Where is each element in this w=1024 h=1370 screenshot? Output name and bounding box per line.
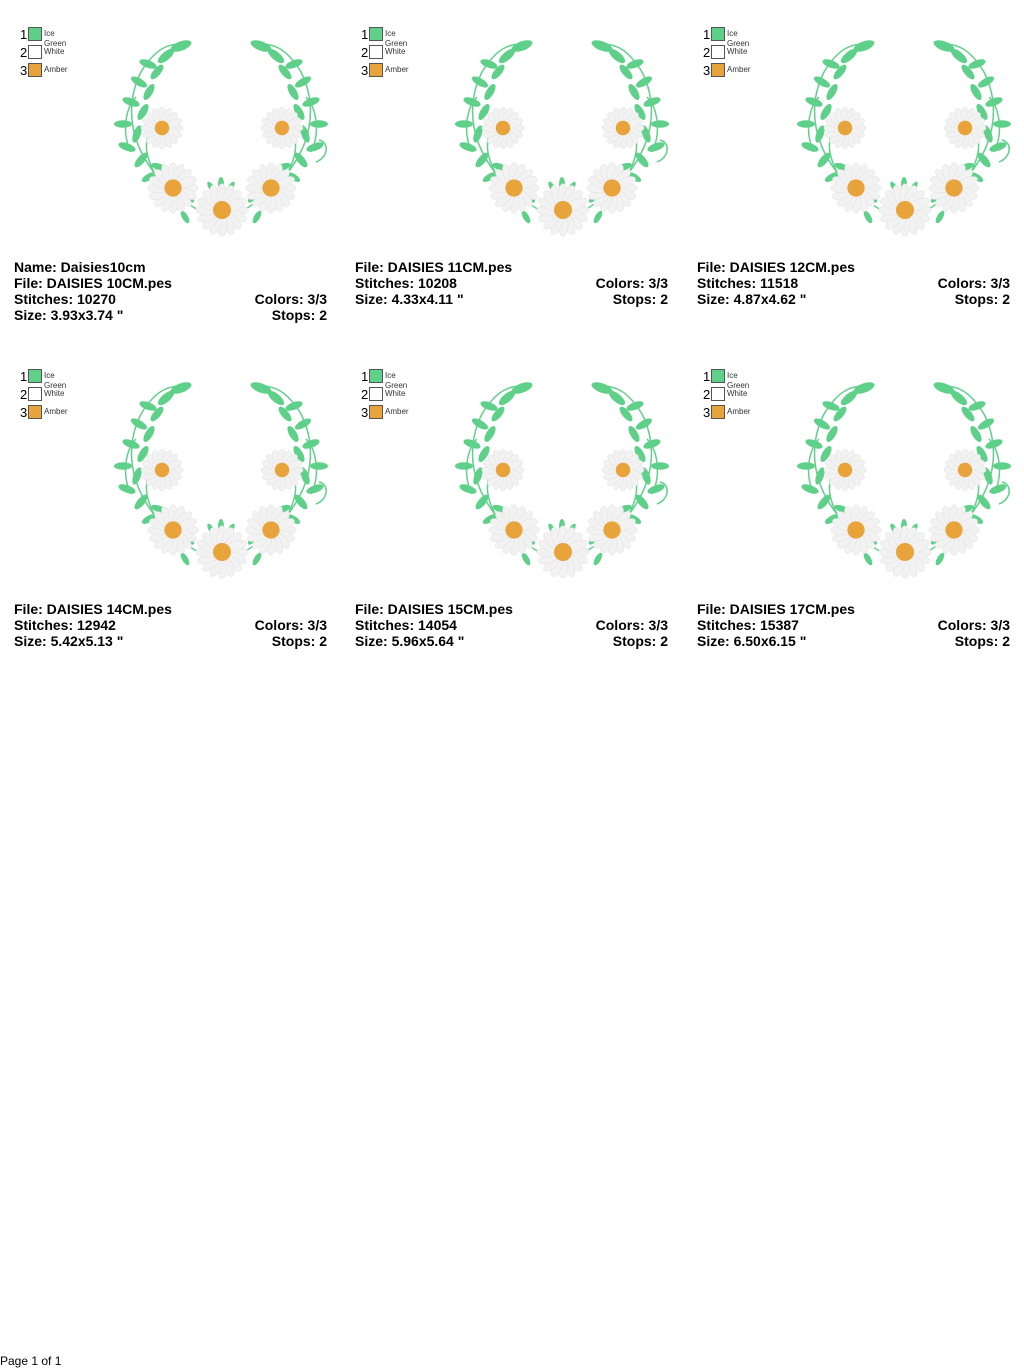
leaf — [949, 46, 970, 65]
leaf — [138, 399, 158, 412]
file-name: File: DAISIES 15CM.pes — [355, 601, 513, 617]
daisy-flower — [246, 505, 296, 555]
legend-number: 3 — [361, 405, 369, 420]
leaf — [949, 388, 970, 407]
design-block — [341, 0, 682, 342]
daisy-wreath-preview — [442, 12, 682, 242]
info-line — [697, 259, 1010, 275]
flower-center — [616, 463, 630, 477]
thread-name: White — [44, 389, 65, 398]
flower-center — [554, 201, 572, 219]
legend-number: 2 — [20, 387, 28, 402]
file-name: File: DAISIES 10CM.pes — [14, 275, 172, 291]
flower-center — [262, 179, 279, 196]
info-line — [14, 601, 327, 617]
file-name: File: DAISIES 12CM.pes — [697, 259, 855, 275]
flower-center — [496, 463, 510, 477]
flower-center — [958, 121, 972, 135]
file-name: File: DAISIES 17CM.pes — [697, 601, 855, 617]
legend-number: 3 — [20, 63, 28, 78]
leaf — [179, 551, 191, 566]
daisy-flower — [929, 163, 979, 213]
leaf — [179, 209, 191, 224]
legend-number: 2 — [703, 45, 711, 60]
leaf — [497, 46, 518, 65]
design-info — [697, 601, 1010, 649]
leaf — [797, 120, 815, 128]
leaf — [132, 151, 149, 170]
leaf — [251, 209, 263, 224]
flower-center — [275, 121, 289, 135]
thread-name: White — [385, 389, 406, 398]
daisy-flower — [587, 505, 637, 555]
design-block — [0, 342, 341, 684]
file-name: File: DAISIES 14CM.pes — [14, 601, 172, 617]
stop-count: Stops: 2 — [271, 307, 327, 323]
leaf — [607, 388, 628, 407]
thread-name: Ice Green — [385, 29, 408, 48]
leaf — [821, 399, 841, 412]
leaf — [310, 120, 328, 128]
leaf — [266, 46, 287, 65]
leaf — [520, 209, 532, 224]
daisy-flower — [141, 107, 183, 149]
leaf — [633, 493, 650, 512]
flower-center — [155, 463, 169, 477]
thread-name: Ice Green — [727, 371, 750, 390]
info-line — [14, 633, 327, 649]
daisy-flower — [482, 107, 524, 149]
daisy-flower — [879, 184, 932, 237]
flower-center — [554, 543, 572, 561]
flower-center — [958, 463, 972, 477]
stop-count: Stops: 2 — [612, 633, 668, 649]
daisy-flower — [944, 449, 986, 491]
flower-center — [603, 179, 620, 196]
info-line — [14, 307, 327, 323]
leaf — [592, 551, 604, 566]
flower-center — [505, 179, 522, 196]
color-swatch — [711, 369, 725, 383]
color-swatch — [711, 387, 725, 401]
leaf — [862, 551, 874, 566]
leaf — [821, 57, 841, 70]
page-number: Page 1 of 1 — [0, 1354, 62, 1368]
info-line — [697, 617, 1010, 633]
design-block — [683, 342, 1024, 684]
flower-center — [838, 463, 852, 477]
info-line — [697, 601, 1010, 617]
legend-number: 2 — [361, 387, 369, 402]
daisy-wreath-preview — [442, 354, 682, 584]
thread-name: White — [44, 47, 65, 56]
leaf — [592, 209, 604, 224]
legend-number: 1 — [361, 369, 369, 384]
leaf — [934, 209, 946, 224]
color-swatch — [28, 45, 42, 59]
design-info — [697, 259, 1010, 307]
flower-center — [275, 463, 289, 477]
legend-number: 2 — [20, 45, 28, 60]
daisy-flower — [261, 449, 303, 491]
stitch-count: Stitches: 15387 — [697, 617, 799, 633]
leaf — [839, 388, 860, 407]
info-line — [355, 633, 668, 649]
color-swatch — [369, 387, 383, 401]
leaf — [862, 209, 874, 224]
leaf — [132, 493, 149, 512]
flower-center — [847, 521, 864, 538]
design-info — [355, 259, 668, 307]
legend-number: 2 — [703, 387, 711, 402]
leaf — [266, 388, 287, 407]
leaf — [455, 120, 473, 128]
design-block — [683, 0, 1024, 342]
flower-center — [155, 121, 169, 135]
color-count: Colors: 3/3 — [595, 617, 668, 633]
flower-center — [164, 521, 181, 538]
design-size: Size: 5.96x5.64 " — [355, 633, 465, 649]
leaf — [934, 551, 946, 566]
leaf — [625, 57, 645, 70]
thread-name: Amber — [727, 65, 751, 74]
legend-number: 1 — [703, 369, 711, 384]
leaf — [497, 388, 518, 407]
flower-center — [505, 521, 522, 538]
design-block — [0, 0, 341, 342]
leaf — [292, 493, 309, 512]
daisy-wreath-preview — [784, 354, 1024, 584]
thread-name: White — [727, 389, 748, 398]
leaf — [607, 46, 628, 65]
thread-name: Amber — [727, 407, 751, 416]
leaf — [520, 551, 532, 566]
info-line — [355, 275, 668, 291]
color-count: Colors: 3/3 — [595, 275, 668, 291]
leaf — [797, 462, 815, 470]
leaf — [114, 120, 132, 128]
legend-number: 1 — [361, 27, 369, 42]
info-line — [14, 291, 327, 307]
thread-name: Amber — [44, 65, 68, 74]
leaf — [479, 57, 499, 70]
info-line — [355, 617, 668, 633]
daisy-flower — [196, 526, 249, 579]
legend-number: 1 — [703, 27, 711, 42]
info-line — [14, 259, 327, 275]
legend-number: 1 — [20, 369, 28, 384]
info-line — [355, 291, 668, 307]
flower-center — [945, 179, 962, 196]
flower-center — [896, 201, 914, 219]
stop-count: Stops: 2 — [954, 633, 1010, 649]
leaf — [815, 151, 832, 170]
daisy-flower — [148, 163, 198, 213]
color-swatch — [28, 405, 42, 419]
leaf — [156, 46, 177, 65]
daisy-flower — [246, 163, 296, 213]
leaf — [473, 151, 490, 170]
leaf — [967, 399, 987, 412]
daisy-flower — [537, 184, 590, 237]
leaf — [993, 462, 1011, 470]
stop-count: Stops: 2 — [271, 633, 327, 649]
legend-number: 3 — [20, 405, 28, 420]
info-line — [697, 291, 1010, 307]
legend-number: 1 — [20, 27, 28, 42]
leaf — [310, 462, 328, 470]
color-swatch — [369, 27, 383, 41]
daisy-flower — [489, 505, 539, 555]
leaf — [993, 120, 1011, 128]
color-swatch — [28, 27, 42, 41]
stitch-count: Stitches: 10208 — [355, 275, 457, 291]
info-line — [355, 259, 668, 275]
thread-name: White — [727, 47, 748, 56]
thread-name: Ice Green — [44, 29, 67, 48]
leaf — [633, 151, 650, 170]
thread-name: Ice Green — [44, 371, 67, 390]
info-line — [697, 633, 1010, 649]
flower-center — [213, 201, 231, 219]
info-line — [697, 275, 1010, 291]
thread-name: Amber — [385, 407, 409, 416]
daisy-flower — [261, 107, 303, 149]
leaf — [651, 120, 669, 128]
stitch-count: Stitches: 11518 — [697, 275, 799, 291]
leaf — [284, 399, 304, 412]
stop-count: Stops: 2 — [612, 291, 668, 307]
leaf — [651, 462, 669, 470]
color-count: Colors: 3/3 — [937, 617, 1010, 633]
leaf — [473, 493, 490, 512]
leaf — [975, 493, 992, 512]
daisy-flower — [489, 163, 539, 213]
daisy-flower — [929, 505, 979, 555]
daisy-flower — [831, 163, 881, 213]
flower-center — [616, 121, 630, 135]
daisy-flower — [824, 449, 866, 491]
leaf — [839, 46, 860, 65]
daisy-flower — [824, 107, 866, 149]
daisy-flower — [196, 184, 249, 237]
daisy-wreath-preview — [784, 12, 1024, 242]
design-info — [14, 601, 327, 649]
info-line — [14, 617, 327, 633]
legend-number: 3 — [703, 405, 711, 420]
leaf — [284, 57, 304, 70]
thread-name: Ice Green — [727, 29, 750, 48]
leaf — [292, 151, 309, 170]
color-swatch — [711, 405, 725, 419]
legend-number: 2 — [361, 45, 369, 60]
leaf — [251, 551, 263, 566]
color-swatch — [711, 45, 725, 59]
flower-center — [945, 521, 962, 538]
daisy-flower — [141, 449, 183, 491]
color-swatch — [28, 369, 42, 383]
flower-center — [896, 543, 914, 561]
leaf — [114, 462, 132, 470]
daisy-flower — [537, 526, 590, 579]
flower-center — [262, 521, 279, 538]
flower-center — [603, 521, 620, 538]
flower-center — [213, 543, 231, 561]
color-swatch — [28, 63, 42, 77]
legend-number: 3 — [361, 63, 369, 78]
daisy-flower — [482, 449, 524, 491]
color-count: Colors: 3/3 — [254, 291, 327, 307]
color-count: Colors: 3/3 — [937, 275, 1010, 291]
design-info — [355, 601, 668, 649]
color-swatch — [369, 45, 383, 59]
daisy-flower — [587, 163, 637, 213]
flower-center — [847, 179, 864, 196]
color-count: Colors: 3/3 — [254, 617, 327, 633]
design-size: Size: 6.50x6.15 " — [697, 633, 807, 649]
stitch-count: Stitches: 10270 — [14, 291, 116, 307]
design-info — [14, 259, 327, 323]
leaf — [975, 151, 992, 170]
color-swatch — [369, 405, 383, 419]
legend-number: 3 — [703, 63, 711, 78]
color-swatch — [369, 369, 383, 383]
daisy-flower — [831, 505, 881, 555]
stitch-count: Stitches: 14054 — [355, 617, 457, 633]
leaf — [967, 57, 987, 70]
daisy-flower — [602, 449, 644, 491]
design-size: Size: 4.33x4.11 " — [355, 291, 464, 307]
stitch-count: Stitches: 12942 — [14, 617, 116, 633]
daisy-flower — [602, 107, 644, 149]
flower-center — [838, 121, 852, 135]
leaf — [455, 462, 473, 470]
leaf — [138, 57, 158, 70]
daisy-wreath-preview — [101, 354, 341, 584]
leaf — [156, 388, 177, 407]
design-size: Size: 4.87x4.62 " — [697, 291, 807, 307]
daisy-flower — [148, 505, 198, 555]
leaf — [625, 399, 645, 412]
color-swatch — [28, 387, 42, 401]
design-size: Size: 3.93x3.74 " — [14, 307, 124, 323]
design-size: Size: 5.42x5.13 " — [14, 633, 124, 649]
thread-name: Ice Green — [385, 371, 408, 390]
file-name: File: DAISIES 11CM.pes — [355, 259, 513, 275]
design-name: Name: Daisies10cm — [14, 259, 146, 275]
design-block — [341, 342, 682, 684]
color-swatch — [369, 63, 383, 77]
color-swatch — [711, 27, 725, 41]
daisy-flower — [879, 526, 932, 579]
stop-count: Stops: 2 — [954, 291, 1010, 307]
daisy-flower — [944, 107, 986, 149]
info-line — [14, 275, 327, 291]
info-line — [355, 601, 668, 617]
leaf — [479, 399, 499, 412]
flower-center — [496, 121, 510, 135]
thread-name: White — [385, 47, 406, 56]
flower-center — [164, 179, 181, 196]
thread-name: Amber — [385, 65, 409, 74]
thread-name: Amber — [44, 407, 68, 416]
color-swatch — [711, 63, 725, 77]
leaf — [815, 493, 832, 512]
daisy-wreath-preview — [101, 12, 341, 242]
